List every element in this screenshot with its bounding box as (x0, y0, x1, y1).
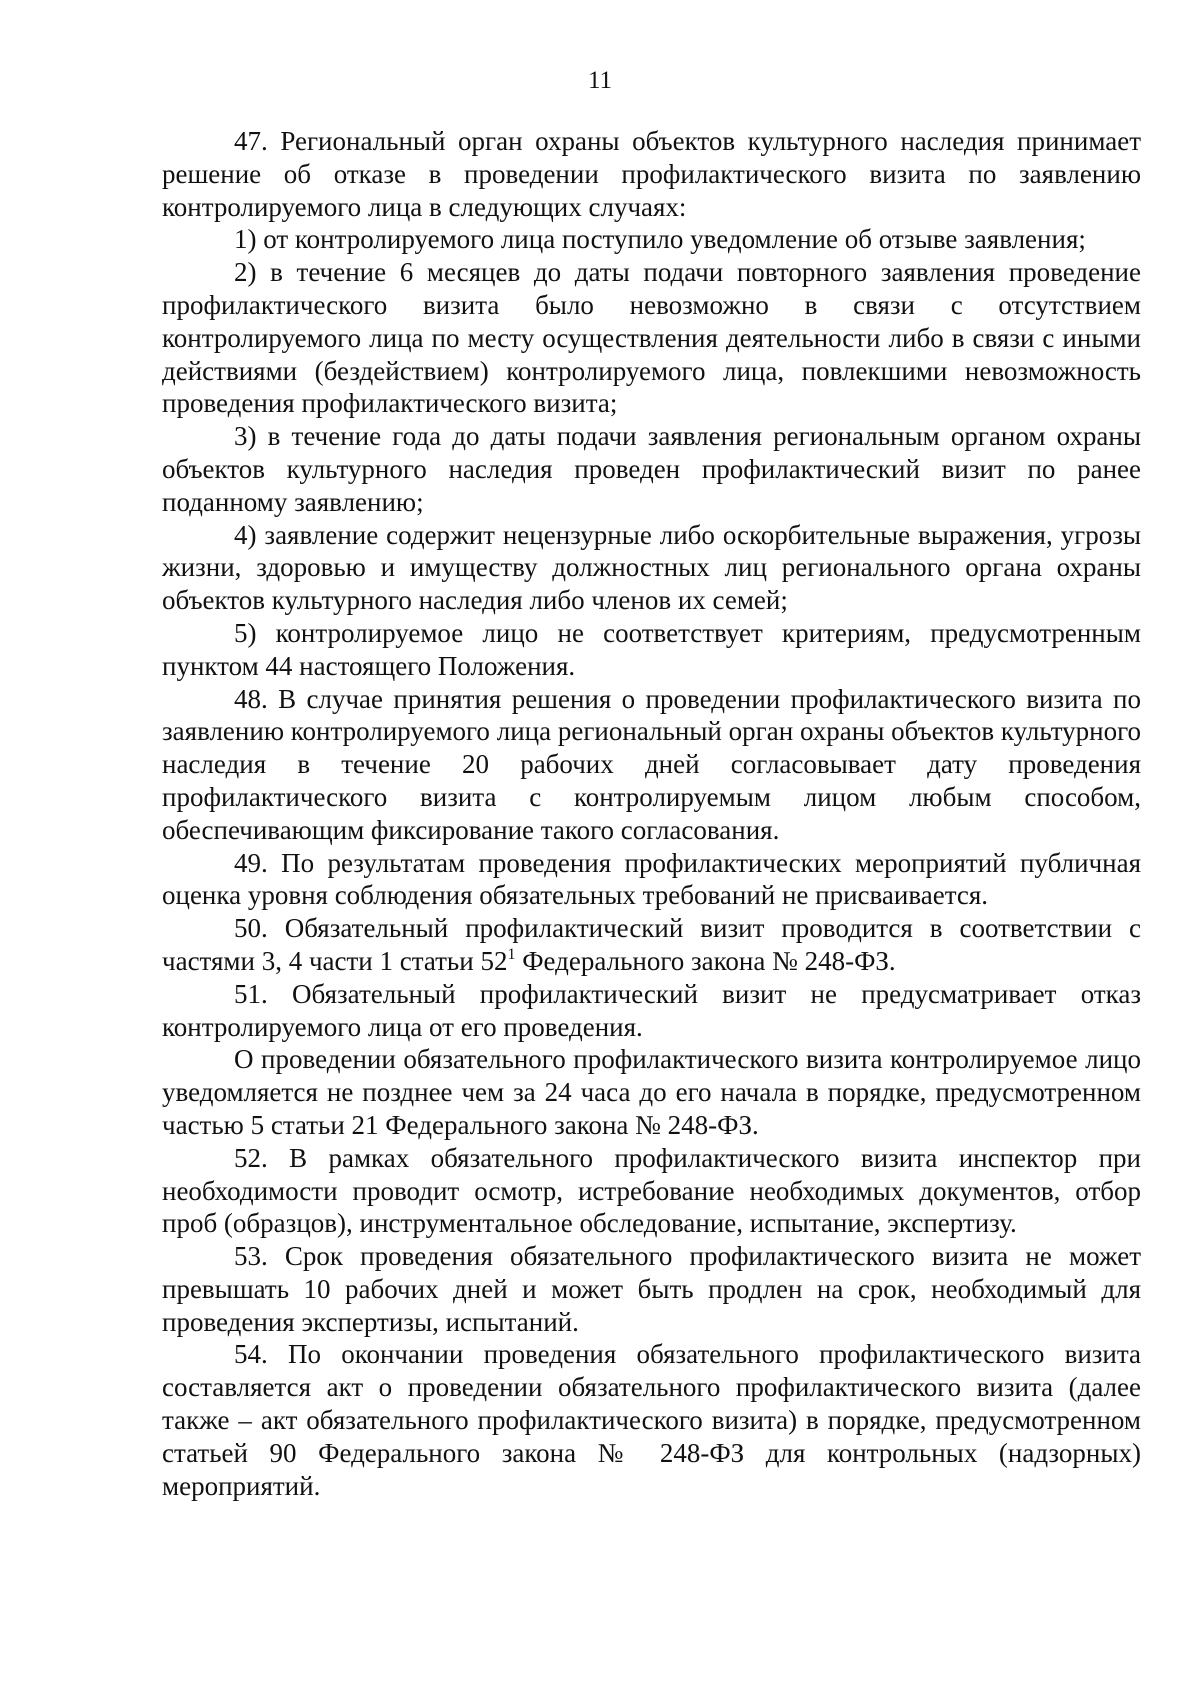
page-number: 11 (587, 67, 613, 94)
paragraph-51-notice: О проведении обязательного профилактического визита контролируемое лицо уведомляется не позднее чем за 24 часа до его начала в порядке, предусмотренном частью 5 статьи 21 Федерального закона № 248-ФЗ. (162, 1044, 1141, 1140)
superscript: 1 (507, 945, 516, 963)
document-body (162, 125, 1141, 1502)
paragraph-48: 48. В случае принятия решения о проведении профилактического визита по заявлению контролируемого лица региональный орган охраны объектов культурного наследия в течение 20 рабочих дней согласовывает дату проведения профилактического визита с контролируемым лицом любым способом, обеспечивающим фиксирование такого согласования. (162, 683, 1141, 845)
paragraph-50-text-end: Федерального закона № 248-ФЗ. (515, 945, 896, 976)
list-item-5: 5) контролируемое лицо не соответствует критериям, предусмотренным пунктом 44 настоящего Положения. (162, 617, 1141, 681)
paragraph-49: 49. По результатам проведения профилактических мероприятий публичная оценка уровня соблюдения обязательных требований не присваивается. (162, 847, 1141, 911)
list-item-2: 2) в течение 6 месяцев до даты подачи повторного заявления проведение профилактического визита было невозможно в связи с отсутствием контролируемого лица по месту осуществления деятельности либо в связи с иными действиями (бездействием) контролируемого лица, повлекшими невозможность проведения профилактического визита; (162, 257, 1141, 419)
list-item-3: 3) в течение года до даты подачи заявления региональным органом охраны объектов культурного наследия проведен профилактический визит по ранее поданному заявлению; (162, 421, 1141, 517)
list-item-4: 4) заявление содержит нецензурные либо оскорбительные выражения, угрозы жизни, здоровью и имуществу должностных лиц регионального органа охраны объектов культурного наследия либо членов их семей; (162, 519, 1141, 616)
paragraph-53: 53. Срок проведения обязательного профилактического визита не может превышать 10 рабочих дней и может быть продлен на срок, необходимый для проведения экспертизы, испытаний. (162, 1241, 1141, 1337)
paragraph-54: 54. По окончании проведения обязательного профилактического визита составляется акт о проведении обязательного профилактического визита (далее также – акт обязательного профилактического визита) в порядке, предусмотренном статьей 90 Федерального закона № 248-ФЗ для контрольных (надзорных) мероприятий. (162, 1339, 1141, 1501)
paragraph-52: 52. В рамках обязательного профилактического визита инспектор при необходимости проводит осмотр, истребование необходимых документов, отбор проб (образцов), инструментальное обследование, испытание, экспертизу. (162, 1142, 1141, 1239)
list-item-1: 1) от контролируемого лица поступило уведомление об отзыве заявления; (234, 224, 1086, 255)
paragraph-50-text: 50. Обязательный профилактический визит проводится в соответствии с частями 3, 4 части 1 статьи 52 (162, 913, 1141, 976)
paragraph-50 (162, 912, 1141, 978)
paragraph-51: 51. Обязательный профилактический визит не предусматривает отказ контролируемого лица от его проведения. (162, 978, 1141, 1042)
paragraph-47: 47. Региональный орган охраны объектов культурного наследия принимает решение об отказе в проведении профилактического визита по заявлению контролируемого лица в следующих случаях: (162, 126, 1141, 222)
